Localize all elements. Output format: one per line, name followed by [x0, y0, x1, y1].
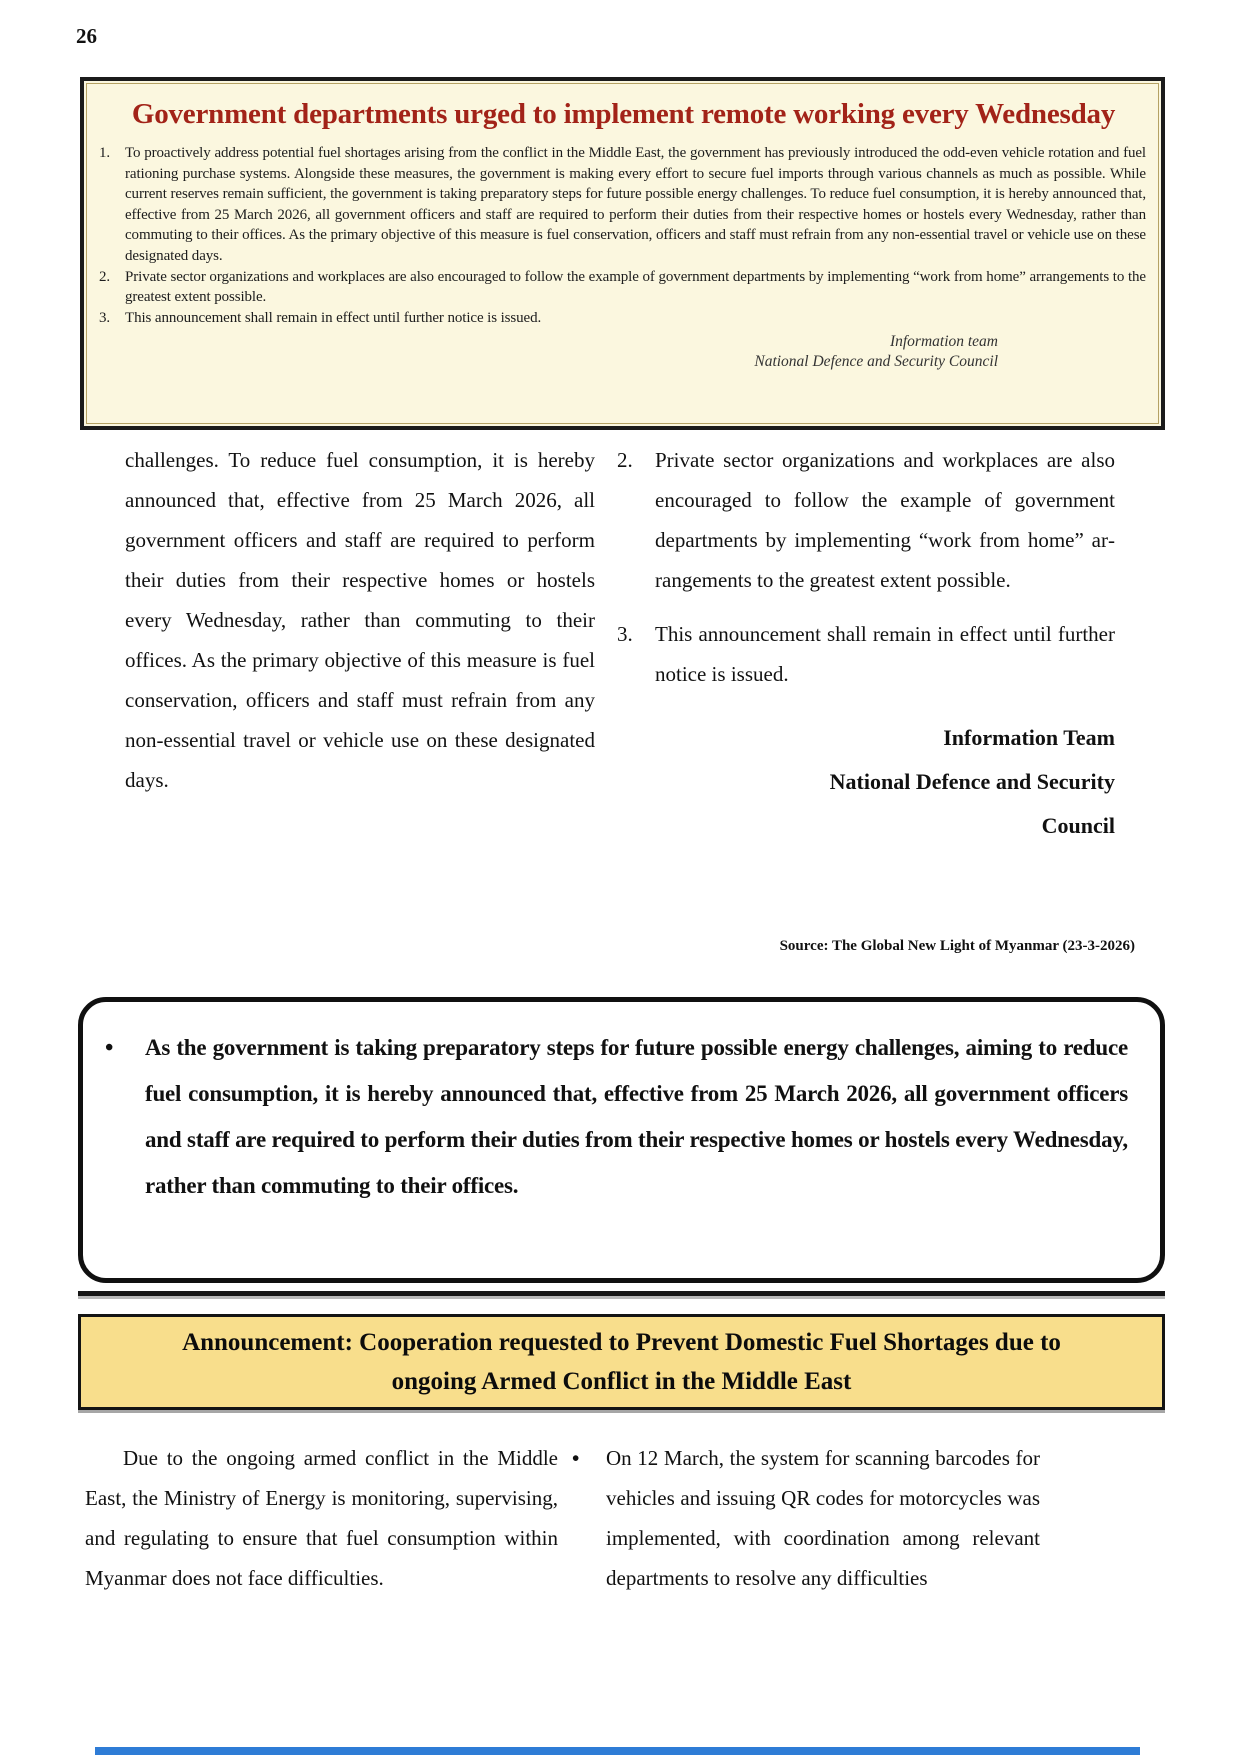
article-item-3-number: 3. [617, 622, 633, 646]
notice-item-3 [97, 308, 1150, 329]
notice-box-inner [86, 83, 1159, 424]
notice-box [80, 77, 1165, 430]
article-left-column: challenges. To reduce fuel consumption, it is hereby announced that, effective from 25 March 2026, all government officers and staff are required to perform their duties from their respective homes or hostels every Wednesday, rather than commuting to their offices. As the primary objective of this measure is fuel conservation, officers and staff must refrain from any non-essential travel or vehicle use on these designated days. [125, 448, 595, 792]
next-section-top-edge [95, 1747, 1140, 1755]
source-attribution: Source: The Global New Light of Myanmar (23-3-2026) [779, 938, 1135, 954]
article-right-column [617, 440, 1115, 848]
summary-text: As the government is taking preparatory steps for future possible energy challenges, aiming to reduce fuel consumption, it is hereby announced that, effective from 25 March 2026, all government officers and staff are required to perform their duties from their respective homes or hostels every Wednesday, rather than commuting to their offices. [145, 1035, 1128, 1198]
fuel-section-columns [85, 1438, 1040, 1598]
notice-item-1-number: 1. [99, 145, 111, 161]
article-item-2-text: Private sector organizations and workplaces are also encouraged to follow the example of government departments by implementing “work from home” arrangements to the greatest extent possible. [655, 448, 1115, 592]
fuel-bullet-icon: • [572, 1446, 580, 1470]
article-item-3-text: This announcement shall remain in effect until further notice is issued. [655, 622, 1115, 686]
article-columns [125, 440, 1115, 848]
notice-title: Government departments urged to implement remote working every Wednesday [131, 98, 1116, 130]
article-signature-team: Information Team [943, 725, 1115, 750]
notice-signature [97, 332, 1150, 371]
notice-signature-council: National Defence and Security Council [754, 352, 998, 370]
announcement-header-box [78, 1314, 1165, 1410]
fuel-right-paragraph: On 12 March, the system for scanning barcodes for vehicles and issuing QR codes for motorcycles was implemented, with coordination among relevant departments to resolve any difficulties [606, 1446, 1040, 1590]
article-item-2 [617, 440, 1115, 600]
article-item-2-number: 2. [617, 448, 633, 472]
article-item-3 [617, 614, 1115, 694]
notice-item-3-text: This announcement shall remain in effect until further notice is issued. [125, 309, 542, 326]
notice-item-2-number: 2. [99, 268, 111, 285]
section-separator-rule [78, 1291, 1165, 1296]
notice-item-2-text: Private sector organizations and workplaces are also encouraged to follow the example of government departments by implementing “work from home” arrangements to the greatest extent possible. [125, 268, 1146, 306]
summary-box [78, 997, 1165, 1283]
fuel-left-paragraph: Due to the ongoing armed conflict in the Middle East, the Ministry of Energy is monitoring, supervising, and regulating to ensure that fuel consumption within Myanmar does not face difficulties. [85, 1446, 558, 1590]
announcement-title: Announcement: Cooperation requested to Prevent Domestic Fuel Shortages due to ongoing Armed Conflict in the Middle East [182, 1329, 1061, 1395]
page-number: 26 [76, 24, 97, 48]
notice-item-2 [97, 267, 1150, 308]
summary-bullet-icon: • [105, 1035, 114, 1061]
notice-signature-team: Information team [889, 333, 998, 351]
notice-item-3-number: 3. [99, 309, 111, 326]
notice-item-1-text: To proactively address potential fuel shortages arising from the conflict in the Middle East, the government has previously introduced the odd-even vehicle rotation and fuel rationing purchase systems. Alongside these measures, the government is making every effort to secure fuel imports through various channels as much as possible. While current reserves remain sufficient, the government is taking preparatory steps for future possible energy challenges. To reduce fuel consumption, it is hereby announced that, effective from 25 March 2026, all government officers and staff are required to perform their duties from their respective homes or hostels every Wednesday, rather than commuting to their offices. As the primary objective of this measure is fuel conservation, officers and staff must refrain from any non-essential travel or vehicle use on these designated days. [125, 145, 1146, 264]
article-signature-council: National Defence and Security Council [829, 769, 1115, 838]
notice-item-1 [97, 143, 1150, 267]
fuel-right-item [572, 1438, 1040, 1598]
